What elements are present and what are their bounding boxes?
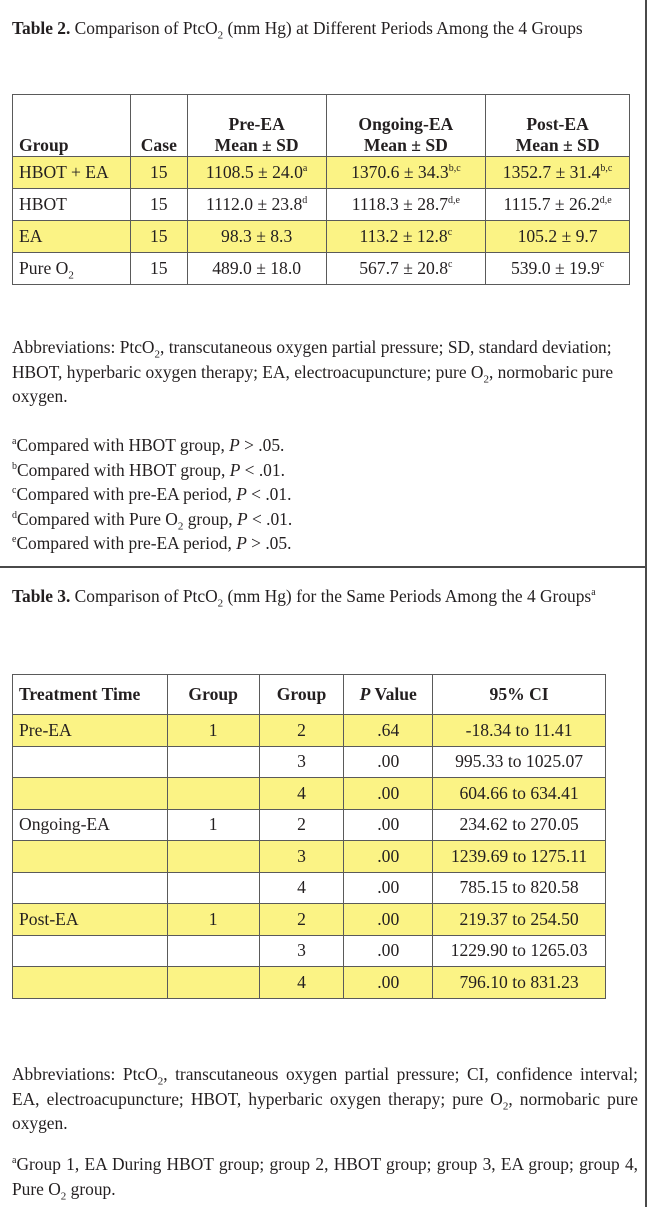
table3-abbrev-a: Abbreviations: PtcO <box>12 1064 158 1084</box>
table2-row <box>13 221 630 253</box>
table2-header-pre-top: Pre-EA <box>228 114 285 134</box>
table2-group-text: EA <box>19 226 43 246</box>
table3-cell-p: .00 <box>344 872 433 904</box>
table3-row <box>13 872 606 904</box>
table2-caption-label: Table 2. <box>12 18 71 38</box>
footnote-rest: < .01. <box>247 508 293 529</box>
table3-cell-p: .64 <box>344 715 433 747</box>
table2-cell-pre <box>187 253 326 285</box>
table3-header-ci: 95% CI <box>433 675 606 715</box>
table3-cell-p: .00 <box>344 809 433 841</box>
table3-footnote-text-a: Group 1, EA During HBOT group; group 2, HBOT group; group 3, EA group; group 4, Pure O <box>12 1154 638 1199</box>
table2-abbrev-c: , normobaric pure oxygen. <box>12 361 614 406</box>
table3-header-time: Treatment Time <box>13 675 168 715</box>
table2-ongoing-value: 1370.6 ± 34.3 <box>351 162 449 182</box>
table2-pre-value: 1108.5 ± 24.0 <box>205 162 303 182</box>
table3-cell-group1 <box>167 746 259 778</box>
table3-cell-time: Pre-EA <box>13 715 168 747</box>
table2-abbreviations <box>12 335 638 409</box>
table2-ongoing-value: 113.2 ± 12.8 <box>359 226 448 246</box>
table3-cell-ci: 796.10 to 831.23 <box>433 967 606 999</box>
table2-caption-sub: 2 <box>217 29 224 42</box>
table3-cell-group2: 4 <box>259 872 344 904</box>
table3-cell-group1: 1 <box>167 809 259 841</box>
table3-cell-p: .00 <box>344 904 433 936</box>
table3-row <box>13 809 606 841</box>
page-right-border <box>645 0 647 1207</box>
footnote-p: P <box>229 435 240 455</box>
table2-cell-post <box>486 189 630 221</box>
table2-cell-post <box>486 253 630 285</box>
footnote-mark: b <box>12 460 17 472</box>
table3-cell-time <box>13 841 168 873</box>
footnote-mark: a <box>12 436 17 448</box>
table3-row <box>13 746 606 778</box>
table3-row <box>13 904 606 936</box>
table3-cell-time <box>13 746 168 778</box>
table2-cell-group <box>13 253 131 285</box>
table2-row <box>13 253 630 285</box>
table3-header-row <box>13 675 606 715</box>
table2-header-pre <box>187 95 326 157</box>
table3-footnote-mark: a <box>12 1155 17 1167</box>
table2-header-post <box>486 95 630 157</box>
table3-caption-text-a: Comparison of PtcO <box>70 586 218 606</box>
table2-footnote <box>12 458 638 483</box>
table2 <box>12 94 630 285</box>
table2-header-row <box>13 95 630 157</box>
footnote-text: Compared with HBOT group, <box>17 459 230 480</box>
table2-abbrev-sub1: 2 <box>154 348 160 361</box>
footnote-mark: c <box>12 485 17 497</box>
table2-pre-value: 98.3 ± 8.3 <box>221 226 293 246</box>
table3-cell-group2: 2 <box>259 904 344 936</box>
table2-group-text: Pure O <box>19 258 69 278</box>
table3-cell-group2: 2 <box>259 809 344 841</box>
table3-row <box>13 967 606 999</box>
footnote-rest: < .01. <box>246 484 292 504</box>
table3-cell-ci: -18.34 to 11.41 <box>433 715 606 747</box>
table3-abbrev-sub2: 2 <box>502 1099 509 1112</box>
table2-group-text: HBOT + EA <box>19 162 109 182</box>
table2-header-post-bottom: Mean ± SD <box>515 135 600 155</box>
table3-caption-text-b: (mm Hg) for the Same Periods Among the 4 Groups <box>223 586 592 606</box>
table2-caption-text-a: Comparison of PtcO <box>70 18 218 38</box>
table3-cell-group1 <box>167 935 259 967</box>
table2-header-pre-bottom: Mean ± SD <box>214 135 299 155</box>
table3-row <box>13 715 606 747</box>
footnote-rest: > .05. <box>239 435 285 455</box>
table3-cell-group1: 1 <box>167 715 259 747</box>
table2-abbrev-b: , transcutaneous oxygen partial pressure; SD, standard deviation; HBOT, hyperbaric oxygen therapy; EA, electroacupuncture; pure O <box>12 337 612 382</box>
table2-pre-sup: a <box>302 163 308 175</box>
table2-pre-sup: d <box>302 195 308 207</box>
table2-footnote <box>12 507 638 532</box>
table2-row <box>13 189 630 221</box>
table3-cell-time <box>13 872 168 904</box>
table3-header-p-italic: P <box>359 684 371 704</box>
table3-footnote-sub: 2 <box>60 1189 67 1202</box>
footnote-text: Compared with pre-EA period, <box>16 533 237 553</box>
table2-cell-ongoing <box>326 221 486 253</box>
table2-row <box>13 157 630 189</box>
footnote-p: P <box>236 533 247 553</box>
table3-footnote <box>12 1152 638 1201</box>
table3-cell-group1 <box>167 967 259 999</box>
table3-row <box>13 935 606 967</box>
table3-abbrev-sub1: 2 <box>157 1075 164 1088</box>
table3-cell-group1 <box>167 872 259 904</box>
table2-cell-ongoing <box>326 253 486 285</box>
table2-post-value: 1115.7 ± 26.2 <box>503 194 600 214</box>
table3-caption-sup: a <box>591 587 596 599</box>
table2-cell-case: 15 <box>130 253 187 285</box>
table3-cell-group2: 3 <box>259 746 344 778</box>
table3-cell-time: Post-EA <box>13 904 168 936</box>
footnote-text: Compared with pre-EA period, <box>16 484 237 504</box>
table2-header-group: Group <box>13 95 131 157</box>
table2-cell-group <box>13 221 131 253</box>
table3-cell-time: Ongoing-EA <box>13 809 168 841</box>
table3-cell-group1 <box>167 841 259 873</box>
table3-cell-ci: 1229.90 to 1265.03 <box>433 935 606 967</box>
table2-cell-post <box>486 221 630 253</box>
table2-footnote <box>12 531 638 556</box>
footnote-text: Compared with Pure O <box>17 508 178 529</box>
table3-cell-p: .00 <box>344 778 433 810</box>
table2-pre-value: 1112.0 ± 23.8 <box>205 194 303 214</box>
table2-cell-pre <box>187 189 326 221</box>
table3-cell-ci: 604.66 to 634.41 <box>433 778 606 810</box>
table3-cell-ci: 1239.69 to 1275.11 <box>433 841 606 873</box>
table2-abbrev-sub2: 2 <box>483 372 489 385</box>
table2-header-case: Case <box>130 95 187 157</box>
table3-cell-ci: 234.62 to 270.05 <box>433 809 606 841</box>
table2-cell-case: 15 <box>130 157 187 189</box>
table3-cell-group1: 1 <box>167 904 259 936</box>
footnote-p: P <box>236 508 248 529</box>
table2-header-ongoing-bottom: Mean ± SD <box>363 135 448 155</box>
footnote-rest: < .01. <box>240 459 285 480</box>
table3-cell-ci: 785.15 to 820.58 <box>433 872 606 904</box>
table3-cell-group2: 3 <box>259 935 344 967</box>
table2-cell-case: 15 <box>130 221 187 253</box>
table3-row <box>13 841 606 873</box>
table2-ongoing-value: 1118.3 ± 28.7 <box>351 194 449 214</box>
table2-ongoing-sup: b,c <box>448 163 461 175</box>
table2-cell-post <box>486 157 630 189</box>
table3-abbreviations <box>12 1062 638 1136</box>
table3-cell-ci: 995.33 to 1025.07 <box>433 746 606 778</box>
table3-cell-p: .00 <box>344 967 433 999</box>
table2-group-sub: 2 <box>68 269 74 282</box>
footnote-p: P <box>236 484 247 504</box>
table2-ongoing-sup: c <box>447 227 453 239</box>
table2-cell-pre <box>187 157 326 189</box>
table3-cell-time <box>13 935 168 967</box>
table3-row <box>13 778 606 810</box>
table2-footnotes <box>12 433 638 556</box>
table2-header-ongoing <box>326 95 486 157</box>
table2-header-ongoing-top: Ongoing-EA <box>358 114 454 134</box>
table2-ongoing-sup: d,e <box>448 195 460 207</box>
table2-cell-case: 15 <box>130 189 187 221</box>
table3-cell-group2: 3 <box>259 841 344 873</box>
table3-cell-p: .00 <box>344 935 433 967</box>
table2-caption <box>12 16 638 41</box>
table3-header-group2: Group <box>259 675 344 715</box>
footnote-sub: 2 <box>177 519 184 532</box>
table2-post-sup: c <box>599 259 605 271</box>
table2-post-value: 1352.7 ± 31.4 <box>502 162 601 182</box>
table2-post-sup: b,c <box>600 163 613 175</box>
table2-ongoing-sup: c <box>448 259 453 271</box>
table2-footnote <box>12 482 638 507</box>
table3-footnote-text-b: group. <box>66 1178 116 1199</box>
table3-abbrev-c: , normobaric pure oxygen. <box>12 1088 638 1133</box>
table2-ongoing-value: 567.7 ± 20.8 <box>359 258 449 278</box>
table3-cell-p: .00 <box>344 746 433 778</box>
table-separator-line <box>0 566 647 568</box>
table3-cell-group2: 2 <box>259 715 344 747</box>
table2-cell-group <box>13 157 131 189</box>
table3-cell-group2: 4 <box>259 778 344 810</box>
table2-footnote <box>12 433 638 458</box>
table2-abbrev-a: Abbreviations: PtcO <box>12 337 155 357</box>
table3 <box>12 674 606 999</box>
footnote-mark: d <box>12 509 17 521</box>
footnote-mark: e <box>12 534 17 546</box>
footnote-rest: > .05. <box>246 533 292 553</box>
table3-caption-label: Table 3. <box>12 586 71 606</box>
table2-cell-ongoing <box>326 189 486 221</box>
table2-group-text: HBOT <box>19 194 67 214</box>
table2-post-value: 539.0 ± 19.9 <box>510 258 600 278</box>
table3-cell-ci: 219.37 to 254.50 <box>433 904 606 936</box>
table3-cell-time <box>13 778 168 810</box>
table2-pre-value: 489.0 ± 18.0 <box>212 258 302 278</box>
table2-post-sup: d,e <box>599 195 612 207</box>
table3-caption-sub: 2 <box>217 597 224 610</box>
footnote-after: group, <box>183 508 237 529</box>
table3-header-p <box>344 675 433 715</box>
table2-cell-group <box>13 189 131 221</box>
table3-cell-time <box>13 967 168 999</box>
table2-post-value: 105.2 ± 9.7 <box>517 226 598 246</box>
table3-cell-p: .00 <box>344 841 433 873</box>
footnote-p: P <box>229 459 241 480</box>
table3-caption <box>12 584 638 609</box>
table2-cell-pre <box>187 221 326 253</box>
table3-abbrev-b: , transcutaneous oxygen partial pressure; CI, confidence interval; EA, electroacupuncture; HBOT, hyperbaric oxygen therapy; pure O <box>12 1064 638 1109</box>
table3-cell-group1 <box>167 778 259 810</box>
table3-cell-group2: 4 <box>259 967 344 999</box>
table3-header-p-rest: Value <box>370 684 417 704</box>
table2-caption-text-b: (mm Hg) at Different Periods Among the 4 Groups <box>223 18 583 38</box>
table2-cell-ongoing <box>326 157 486 189</box>
table3-header-group1: Group <box>167 675 259 715</box>
footnote-text: Compared with HBOT group, <box>16 435 230 455</box>
table2-header-post-top: Post-EA <box>526 114 589 134</box>
